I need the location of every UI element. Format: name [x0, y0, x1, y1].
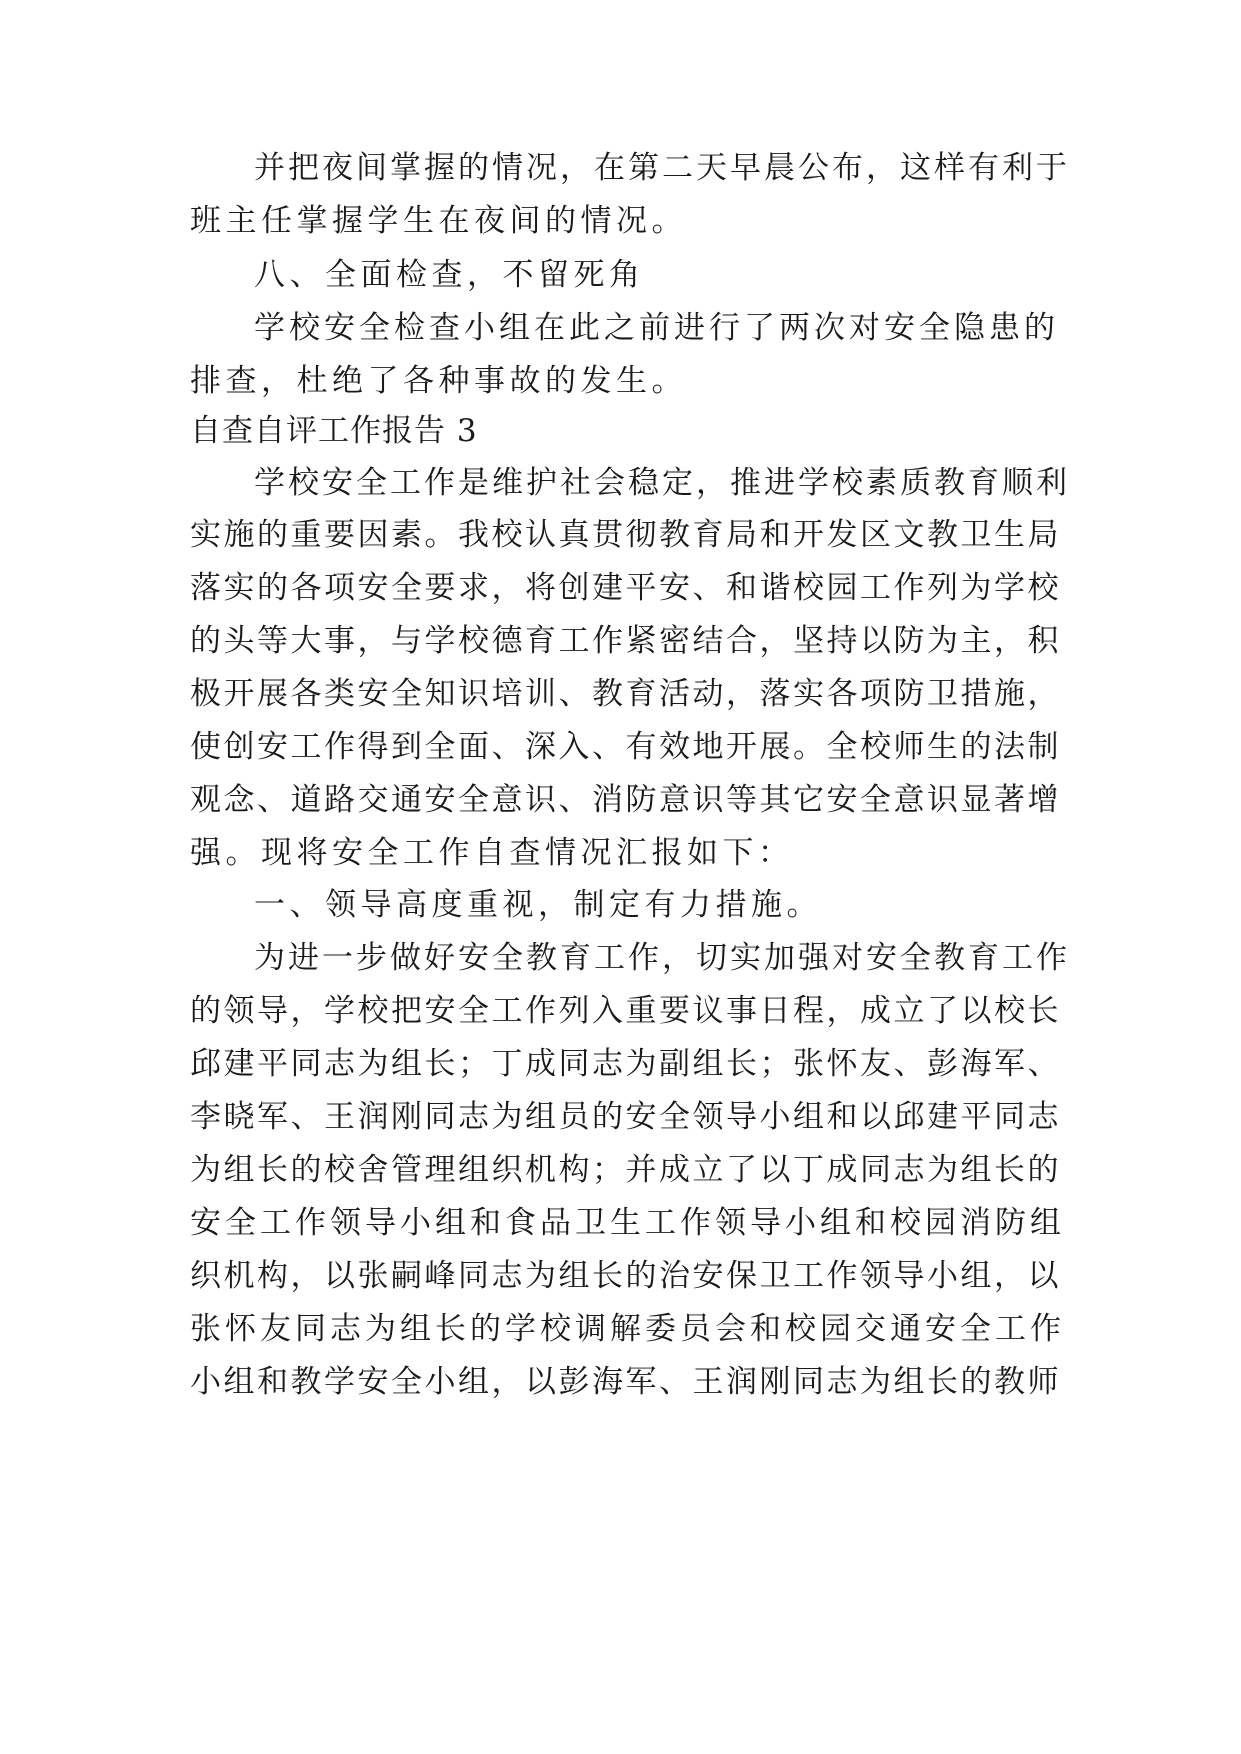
text-line: 李晓军、王润刚同志为组员的安全领导小组和以邱建平同志 [190, 1099, 1061, 1135]
section-heading: 一、领导高度重视，制定有力措施。 [254, 887, 822, 923]
text-line: 观念、道路交通安全意识、消防意识等其它安全意识显著增 [190, 782, 1061, 818]
text-line: 使创安工作得到全面、深入、有效地开展。全校师生的法制 [190, 729, 1061, 765]
text-line: 小组和教学安全小组，以彭海军、王润刚同志为组长的教师 [190, 1364, 1061, 1400]
text-line: 的头等大事，与学校德育工作紧密结合，坚持以防为主，积 [190, 623, 1061, 659]
report-title: 自查自评工作报告 3 [190, 413, 478, 449]
text-line: 落实的各项安全要求，将创建平安、和谐校园工作列为学校 [190, 570, 1061, 606]
text-line: 织机构，以张嗣峰同志为组长的治安保卫工作领导小组，以 [190, 1258, 1061, 1294]
text-line: 实施的重要因素。我校认真贯彻教育局和开发区文教卫生局 [190, 517, 1061, 553]
text-line: 并把夜间掌握的情况，在第二天早晨公布，这样有利于 [254, 150, 1070, 186]
text-line: 张怀友同志为组长的学校调解委员会和校园交通安全工作 [190, 1311, 1065, 1347]
text-line: 安全工作领导小组和食品卫生工作领导小组和校园消防组 [190, 1205, 1065, 1241]
section-heading: 八、全面检查，不留死角 [254, 257, 645, 293]
text-line: 学校安全工作是维护社会稳定，推进学校素质教育顺利 [254, 465, 1070, 501]
text-line: 班主任掌握学生在夜间的情况。 [190, 203, 687, 239]
text-line: 强。现将安全工作自查情况汇报如下： [190, 835, 794, 871]
text-line: 的领导，学校把安全工作列入重要议事日程，成立了以校长 [190, 993, 1061, 1029]
text-line: 极开展各类安全知识培训、教育活动，落实各项防卫措施， [190, 676, 1061, 712]
text-line: 排查，杜绝了各种事故的发生。 [190, 363, 687, 399]
text-line: 学校安全检查小组在此之前进行了两次对安全隐患的 [254, 310, 1059, 346]
text-line: 为组长的校舍管理组织机构；并成立了以丁成同志为组长的 [190, 1152, 1061, 1188]
text-line: 邱建平同志为组长；丁成同志为副组长；张怀友、彭海军、 [190, 1046, 1061, 1082]
text-line: 为进一步做好安全教育工作，切实加强对安全教育工作 [254, 940, 1070, 976]
